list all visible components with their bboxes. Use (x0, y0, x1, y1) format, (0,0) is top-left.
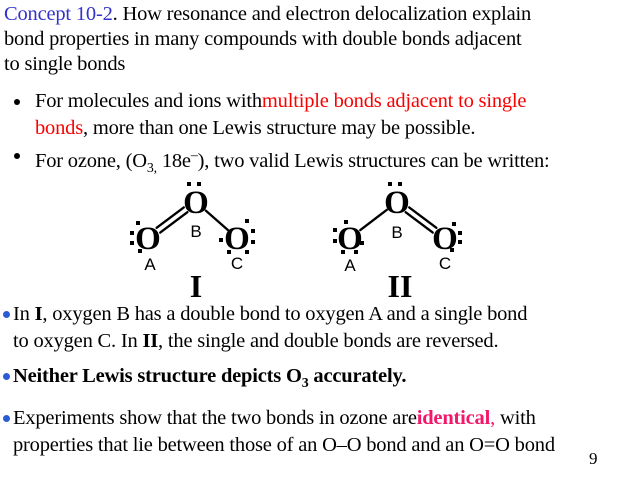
atom-label: C (230, 254, 244, 273)
bullet-icon (14, 99, 20, 105)
bullet-item (0, 405, 640, 459)
bullet-item (0, 301, 640, 355)
bullet-text: Experiments show that the two bonds in ozone areidentical, with properties that lie between those of an O–O bond and an O=O bond (13, 407, 555, 457)
page-number: 9 (589, 449, 598, 468)
atom-symbol: O (183, 185, 209, 221)
bullet-icon (3, 415, 10, 422)
atom-symbol: O (337, 221, 363, 257)
structure-numeral: II (387, 268, 413, 304)
lewis-structure-i (118, 172, 268, 307)
atom-label: A (344, 256, 356, 275)
bullet-text: In I, oxygen B has a double bond to oxygen A and a single bond to oxygen C. In II, the single and double bonds are reversed. (13, 303, 528, 352)
atom-symbol: O (135, 221, 161, 257)
bullet-icon (3, 311, 10, 318)
bullet-text: For molecules and ions withmultiple bonds adjacent to single bonds, more than one Lewis structure may be possible. (35, 90, 527, 139)
slide-title: Concept 10-2. How resonance and electron delocalization explain bond properties in many compounds with double bonds adjacent to single bonds (4, 3, 532, 75)
atom-label: B (190, 222, 202, 241)
lewis-structure-ii (320, 172, 480, 307)
atom-symbol: O (224, 221, 250, 257)
structure-numeral: I (189, 268, 203, 304)
atom-symbol: O (384, 185, 410, 221)
bullet-item (0, 363, 640, 397)
atom-label: B (391, 223, 403, 242)
single-bond-ab (360, 210, 386, 230)
bullet-text: For ozone, ($O_{3,}$ 18e–), two valid Lewis structures can be written: (35, 148, 550, 176)
atom-label: C (438, 254, 452, 273)
bullet-item (0, 88, 640, 142)
atom-symbol: O (432, 221, 458, 257)
bullet-list-top (0, 88, 640, 182)
bullet-icon (3, 373, 10, 380)
atom-label: A (144, 255, 156, 274)
bullet-text: Neither Lewis structure depicts $O_3$ accurately. (13, 365, 407, 392)
bullet-icon (14, 153, 20, 159)
bullet-list-bottom (0, 301, 640, 467)
